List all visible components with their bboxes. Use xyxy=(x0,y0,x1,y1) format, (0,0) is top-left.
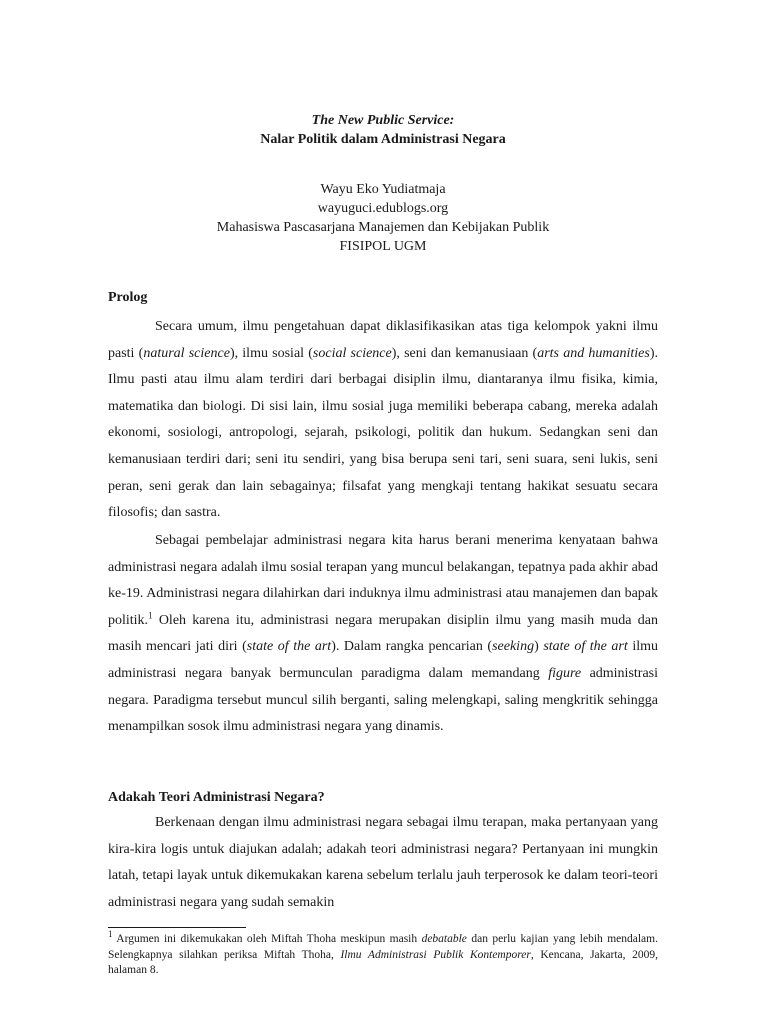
author-institution: FISIPOL UGM xyxy=(339,239,427,254)
author-name: Wayu Eko Yudiatmaja xyxy=(320,182,446,197)
paragraph-2: Sebagai pembelajar administrasi negara kita harus berani menerima kenyataan bahwa administrasi negara adalah ilmu sosial terapan yang muncul belakangan, tepatnya pada akhir abad ke-19. Administrasi negara dilahirkan dari induknya ilmu administrasi atau manajemen dan bapak politik.$^1$ Oleh karena itu, administrasi negara merupakan disiplin ilmu yang masih muda dan masih mencari jati diri (state of the art). Dalam rangka pencarian (seeking) state of the art ilmu administrasi negara banyak bermunculan paradigma dalam memandang figure administrasi negara. Paradigma tersebut muncul silih berganti, saling melengkapi, saling mengkritik sehingga menampilkan sosok ilmu administrasi negara yang dinamis. xyxy=(108,533,659,735)
section-heading-prolog: Prolog xyxy=(108,290,148,305)
paragraph-3: Berkenaan dengan ilmu administrasi negara sebagai ilmu terapan, maka pertanyaan yang kira-kira logis untuk diajukan adalah; adakah teori administrasi negara? Pertanyaan ini mungkin latah, tetapi layak untuk dikemukakan karena sebelum terlalu jauh terperosok ke dalam teori-teori administrasi negara yang sudah semakin xyxy=(108,815,658,910)
section-heading-adakah-teori: Adakah Teori Administrasi Negara? xyxy=(108,790,325,805)
footnote-1: $^1$ Argumen ini dikemukakan oleh Miftah Thoha meskipun masih debatable dan perlu kajian yang lebih mendalam. Selengkapnya silahkan periksa Miftah Thoha, Ilmu Administrasi Publik Kontemporer, Kencana, Jakarta, 2009, halaman 8. xyxy=(108,929,658,976)
document-title: The New Public Service: xyxy=(311,113,455,128)
paragraph-1: Secara umum, ilmu pengetahuan dapat diklasifikasikan atas tiga kelompok yakni ilmu pasti (natural science), ilmu sosial (social science), seni dan kemanusiaan (arts and humanities). Ilmu pasti atau ilmu alam terdiri dari berbagai disiplin ilmu, diantaranya ilmu fisika, kimia, matematika dan biologi. Di sisi lain, ilmu sosial juga memiliki beberapa cabang, mereka adalah ekonomi, sosiologi, antropologi, sejarah, psikologi, politik dan hukum. Sedangkan seni dan kemanusiaan terdiri dari; seni itu sendiri, yang bisa berupa seni tari, seni suara, seni lukis, seni peran, seni gerak dan lain sebagainya; filsafat yang mengkaji tentang hakikat sesuatu secara filosofis; dan sastra. xyxy=(108,319,659,521)
footnote-ref-1: 1 xyxy=(148,610,153,621)
document-subtitle: Nalar Politik dalam Administrasi Negara xyxy=(260,132,506,147)
author-blog: wayuguci.edublogs.org xyxy=(317,201,449,216)
footnote-divider xyxy=(108,927,246,928)
author-affiliation: Mahasiswa Pascasarjana Manajemen dan Kebijakan Publik xyxy=(216,220,550,235)
